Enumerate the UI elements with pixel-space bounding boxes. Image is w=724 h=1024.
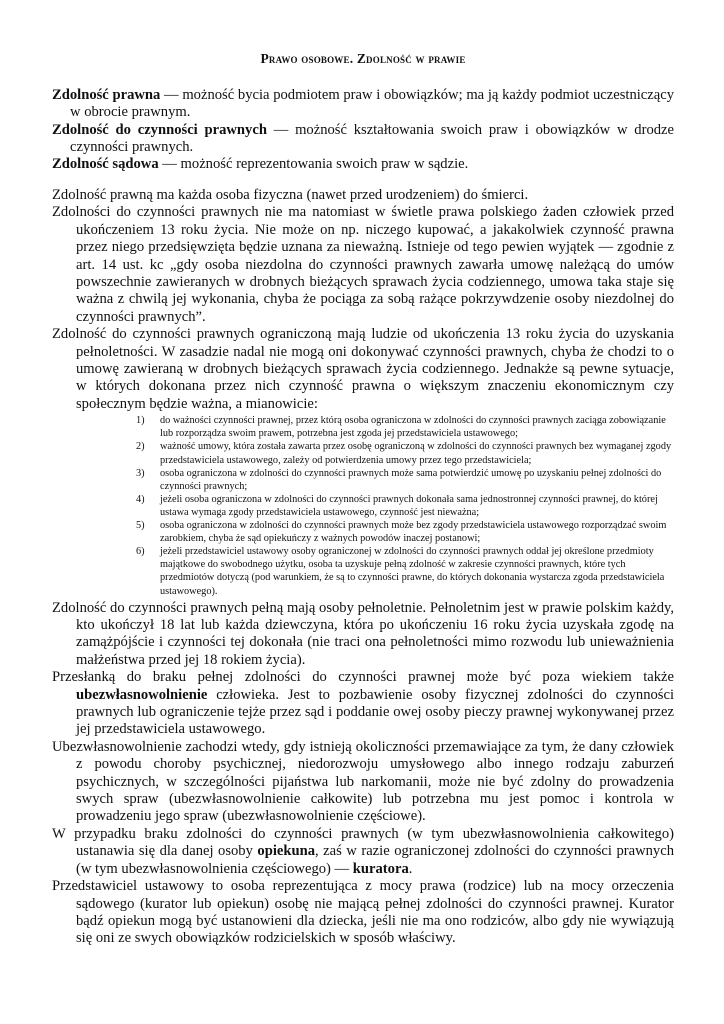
list-number: 5) — [136, 520, 145, 532]
definition-text: — możność kształtowania swoich praw i obowiązków w drodze czynności prawnych. — [70, 121, 674, 155]
term-incapacitation: ubezwłasnowolnienie — [76, 686, 208, 703]
paragraph-text: W przypadku braku zdolności do czynności prawnych (w tym ubezwłasnowolnienia całkowitego) ustanawia się dla danej osoby — [52, 825, 674, 860]
definition-term: Zdolność do czynności prawnych — [52, 121, 267, 138]
paragraph-limited-capacity: Zdolność do czynności prawnych ograniczoną mają ludzie od ukończenia 13 roku życia do uzyskania pełnoletności. W zasadzie nadal nie mogą oni dokonywać czynności prawnych, chyba że chodzi to o umowę zawieraną w drobnych bieżących sprawach życia codziennego. Jednakże są pewne sytuacje, w których dokonana przez nich czynność prawna o większym znaczeniu ekonomicznym czy społecznym będzie ważna, a mianowicie: — [52, 326, 674, 412]
paragraph-guardian-curator — [52, 826, 674, 878]
limited-capacity-list — [136, 414, 676, 597]
definition-text: — możność bycia podmiotem praw i obowiązków; ma ją każdy podmiot uczestniczący w obrocie prawnym. — [70, 87, 675, 121]
paragraph-text: . — [408, 860, 413, 877]
list-text: do ważności czynności prawnej, przez którą osoba ograniczona w zdolności do czynności prawnych zaciąga zobowiązanie lub rozporządza swoim prawem, potrzebna jest zgoda jej przedstawiciela ustawowego; — [160, 415, 666, 440]
list-number: 4) — [136, 493, 145, 505]
paragraph-no-capacity: Zdolności do czynności prawnych nie ma natomiast w świetle prawa polskiego żaden człowiek przed ukończeniem 13 roku życia. Nie może on np. niczego kupować, a jakakolwiek czynność prawna przez niego przedsięwzięta będzie uznana za nieważną. Istnieje od tego pewien wyjątek — zgodnie z art. 14 ust. kc „gdy osoba niezdolna do czynności prawnych zawarła umowę należącą do umów powszechnie zawieranych w drobnych bieżących sprawach życia codziennego, umowa taka staje się ważna z chwilą jej wykonania, chyba że pociąga za sobą rażące pokrzywdzenie osoby niezdolnej do czynności prawnych”. — [52, 204, 674, 325]
paragraph-legal-representative: Przedstawiciel ustawowy to osoba reprezentująca z mocy prawa (rodzice) lub na mocy orzeczenia sądowego (kurator lub opiekun) osobę nie mającą pełnej zdolności do czynności prawnej. Kurator bądź opiekun mogą być ustanowieni dla dziecka, jeśli nie ma ono rodziców, albo gdy nie wywiązują się oni ze swych obowiązków rodzicielskich w sposób właściwy. — [52, 878, 674, 947]
definitions — [52, 87, 674, 173]
list-item — [136, 440, 676, 466]
term-guardian: opiekuna — [257, 843, 315, 860]
definition-term: Zdolność sądowa — [52, 156, 159, 173]
document-title: Prawo osobowe. Zdolność w prawie — [260, 51, 466, 66]
paragraph-legal-capacity: Zdolność prawną ma każda osoba fizyczna (nawet przed urodzeniem) do śmierci. — [52, 187, 529, 203]
list-item — [136, 467, 676, 493]
list-text: osoba ograniczona w zdolności do czynności prawnych może sama potwierdzić umowę po uzyskaniu pełnej zdolności do czynności prawnych; — [160, 467, 662, 492]
list-item — [136, 545, 676, 597]
definition-capacity-for-acts — [52, 122, 674, 157]
list-number: 3) — [136, 467, 145, 479]
definition-court-capacity — [52, 156, 674, 173]
document-body — [52, 187, 674, 948]
list-number: 6) — [136, 546, 145, 558]
paragraph-incapacitation-premise — [52, 669, 674, 739]
definition-legal-capacity — [52, 87, 674, 122]
definition-text: — możność reprezentowania swoich praw w sądzie. — [158, 156, 469, 173]
list-text: ważność umowy, która została zawarta przez osobę ograniczoną w zdolności do czynności prawnych bez wymaganej zgody przedstawiciela ustawowego, zależy od potwierdzenia umowy przez tego przedstawiciela; — [160, 441, 672, 466]
paragraph-incapacitation-conditions: Ubezwłasnowolnienie zachodzi wtedy, gdy istnieją okoliczności przemawiające za tym, że dany człowiek z powodu choroby psychicznej, niedorozwoju umysłowego albo innego rodzaju zaburzeń psychicznych, w szczególności pijaństwa lub narkomanii, może nie być zdolny do prowadzenia swych spraw (ubezwłasnowolnienie całkowite) lub potrzebna mu jest pomoc i kontrola w prowadzeniu jego spraw (ubezwłasnowolnienie częściowe). — [52, 738, 674, 825]
list-text: jeżeli przedstawiciel ustawowy osoby ograniczonej w zdolności do czynności prawnych oddał jej określone przedmioty majątkowe do swobodnego użytku, osoba ta uzyskuje pełną zdolność w zakresie czynności prawnych, które tych przedmiotów dotyczą (pod warunkiem, że są to czynności prawne, do których dokonania wystarcza zgoda przedstawiciela ustawowego). — [160, 546, 665, 597]
list-item — [136, 414, 676, 440]
paragraph-text: Przesłanką do braku pełnej zdolności do czynności prawnej może być poza wiekiem także — [52, 669, 674, 686]
definition-term: Zdolność prawna — [52, 87, 161, 103]
term-curator: kuratora — [352, 860, 409, 877]
paragraph-text: człowieka. Jest to pozbawienie osoby fizycznej zdolności do czynności prawnych lub ograniczenie tejże przez sąd i poddanie owej osoby pieczy prawnej wykonywanej przez jej przedstawiciela ustawowego. — [76, 686, 674, 738]
paragraph-full-capacity: Zdolność do czynności prawnych pełną mają osoby pełnoletnie. Pełnoletnim jest w prawie polskim każdy, kto ukończył 18 lat lub każda dziewczyna, która po ukończeniu 16 roku życia uzyskała zgodę na zamążpójście i czynności tej dokonała (nie traci ona pełnoletności mimo rozwodu lub unieważnienia małżeństwa przed jej 18 rokiem życia). — [52, 599, 674, 668]
paragraph-text: , zaś w razie ograniczonej zdolności do czynności prawnych (w tym ubezwłasnowolnienia częściowego) — — [76, 843, 675, 877]
list-text: jeżeli osoba ograniczona w zdolności do czynności prawnych dokonała sama jednostronnej czynności prawnej, do której ustawa wymaga zgody przedstawiciela ustawowego, czynność jest nieważna; — [160, 493, 658, 518]
list-number: 1) — [136, 415, 145, 427]
list-item — [136, 519, 676, 545]
list-item — [136, 493, 676, 519]
list-number: 2) — [136, 441, 145, 453]
list-text: osoba ograniczona w zdolności do czynności prawnych może bez zgody przedstawiciela ustawowego rozporządzać swoim zarobkiem, chyba że sąd opiekuńczy z ważnych powodów inaczej postanowi; — [160, 520, 667, 545]
